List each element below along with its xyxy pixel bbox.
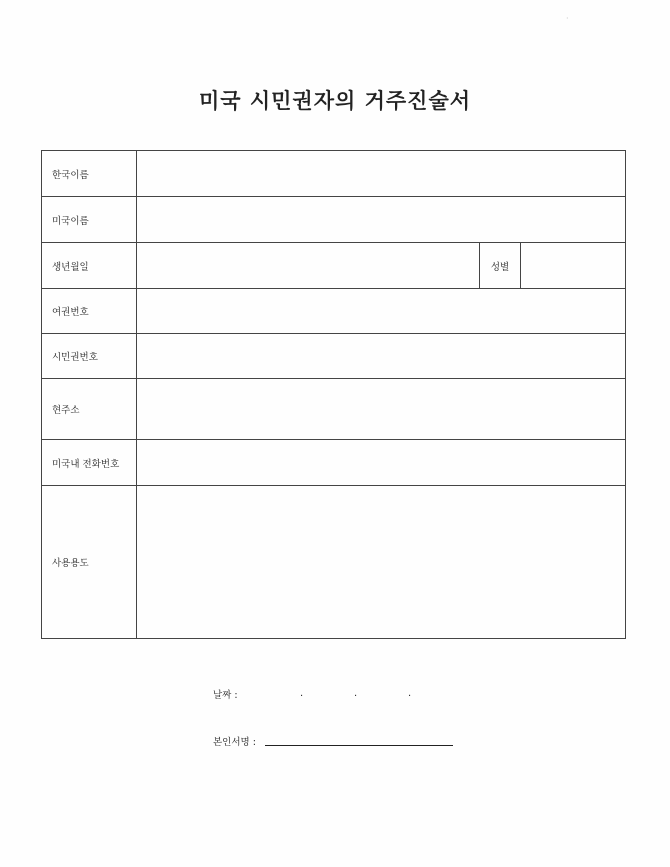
date-label: 날짜 : (213, 690, 238, 701)
purpose-field[interactable] (137, 486, 625, 638)
date-separator: . (354, 688, 358, 699)
address-field[interactable] (137, 379, 625, 439)
gender-label: 성별 (479, 243, 521, 288)
row-us-phone (42, 440, 625, 486)
date-separator: . (300, 688, 304, 699)
korean-name-label: 한국이름 (42, 151, 137, 196)
signature-line[interactable] (265, 745, 453, 746)
passport-no-field[interactable] (137, 289, 625, 333)
passport-no-label: 여권번호 (42, 289, 137, 333)
purpose-label: 사용용도 (42, 486, 137, 638)
row-passport-no (42, 289, 625, 334)
row-address (42, 379, 625, 440)
address-label: 현주소 (42, 379, 137, 439)
citizenship-no-label: 시민권번호 (42, 334, 137, 378)
us-name-label: 미국이름 (42, 197, 137, 242)
signature-label: 본인서명 : (213, 737, 256, 748)
birth-date-field[interactable] (137, 243, 479, 288)
row-korean-name (42, 151, 625, 197)
citizenship-no-field[interactable] (137, 334, 625, 378)
row-us-name (42, 197, 625, 243)
us-phone-label: 미국내 전화번호 (42, 440, 137, 485)
us-name-field[interactable] (137, 197, 625, 242)
birth-date-label: 생년월일 (42, 243, 137, 288)
row-purpose (42, 486, 625, 638)
korean-name-field[interactable] (137, 151, 625, 196)
us-phone-field[interactable] (137, 440, 625, 485)
row-birth-date (42, 243, 625, 289)
row-citizenship-no (42, 334, 625, 379)
document-title: 미국 시민권자의 거주진술서 (198, 89, 472, 113)
statement-form (41, 150, 626, 639)
date-separator: . (408, 688, 412, 699)
gender-field[interactable] (521, 243, 625, 288)
date-field[interactable] (255, 684, 425, 702)
scan-mark: · (566, 14, 569, 23)
